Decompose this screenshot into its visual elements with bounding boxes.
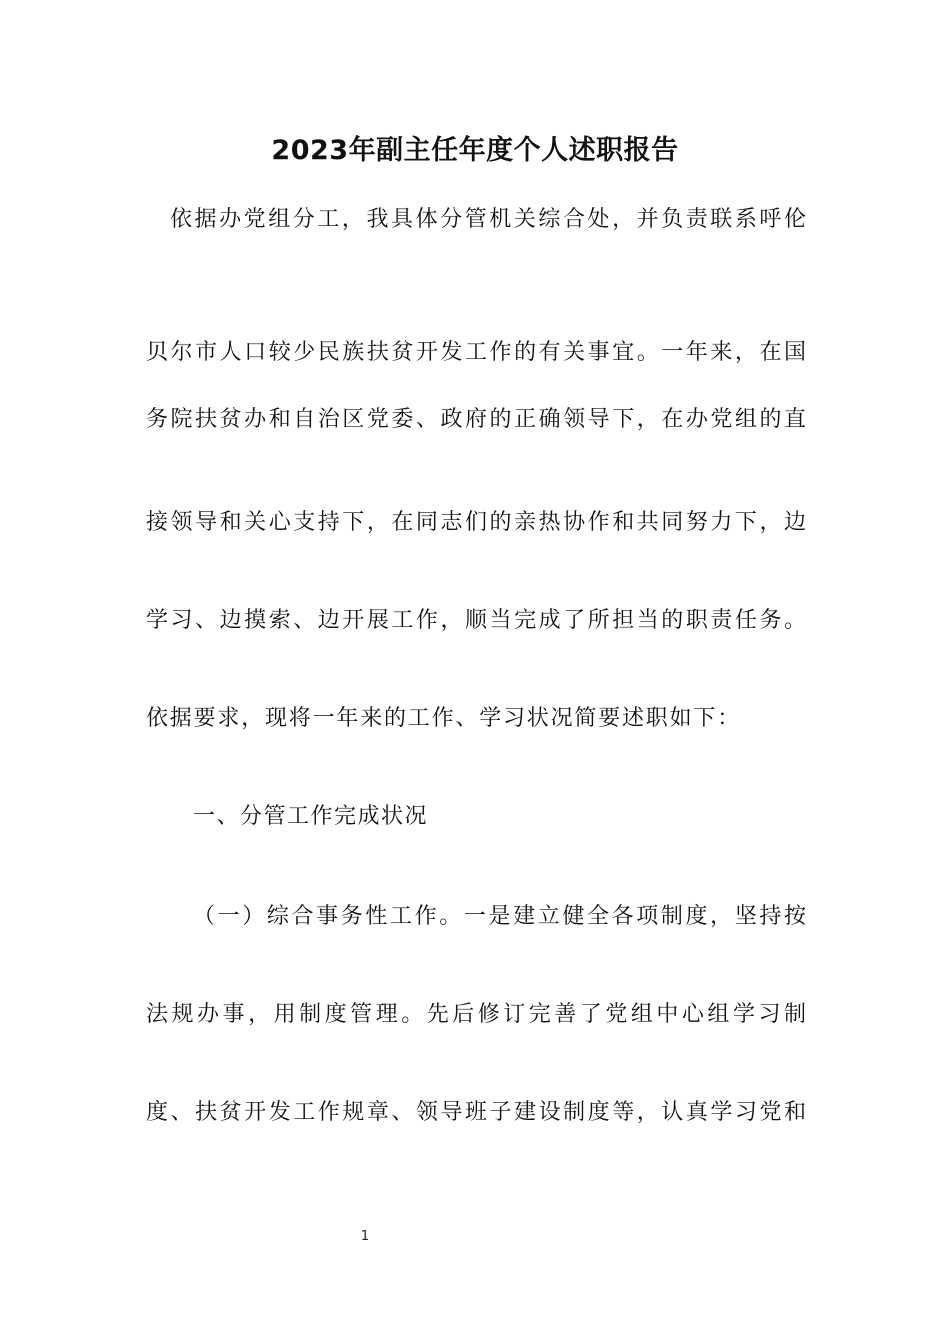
- document-title: 2023年副主任年度个人述职报告: [271, 135, 679, 166]
- page-number: 1: [360, 1229, 370, 1244]
- section-heading: 一、分管工作完成状况: [193, 804, 429, 829]
- paragraph-line-8: （一）综合事务性工作。一是建立健全各项制度，坚持按: [193, 904, 806, 929]
- paragraph-line-10: 度、扶贫开发工作规章、领导班子建设制度等，认真学习党和: [146, 1100, 806, 1125]
- paragraph-line-6: 依据要求，现将一年来的工作、学习状况简要述职如下：: [146, 706, 742, 731]
- paragraph-line-1: 依据办党组分工，我具体分管机关综合处，并负责联系呼伦: [170, 207, 806, 232]
- paragraph-line-9: 法规办事，用制度管理。先后修订完善了党组中心组学习制: [146, 1002, 806, 1027]
- paragraph-line-2: 贝尔市人口较少民族扶贫开发工作的有关事宜。一年来，在国: [146, 340, 806, 365]
- paragraph-line-3: 务院扶贫办和自治区党委、政府的正确领导下，在办党组的直: [146, 407, 806, 432]
- paragraph-line-4: 接领导和关心支持下，在同志们的亲热协作和共同努力下，边: [146, 510, 806, 535]
- paragraph-line-5: 学习、边摸索、边开展工作，顺当完成了所担当的职责任务。: [146, 608, 806, 633]
